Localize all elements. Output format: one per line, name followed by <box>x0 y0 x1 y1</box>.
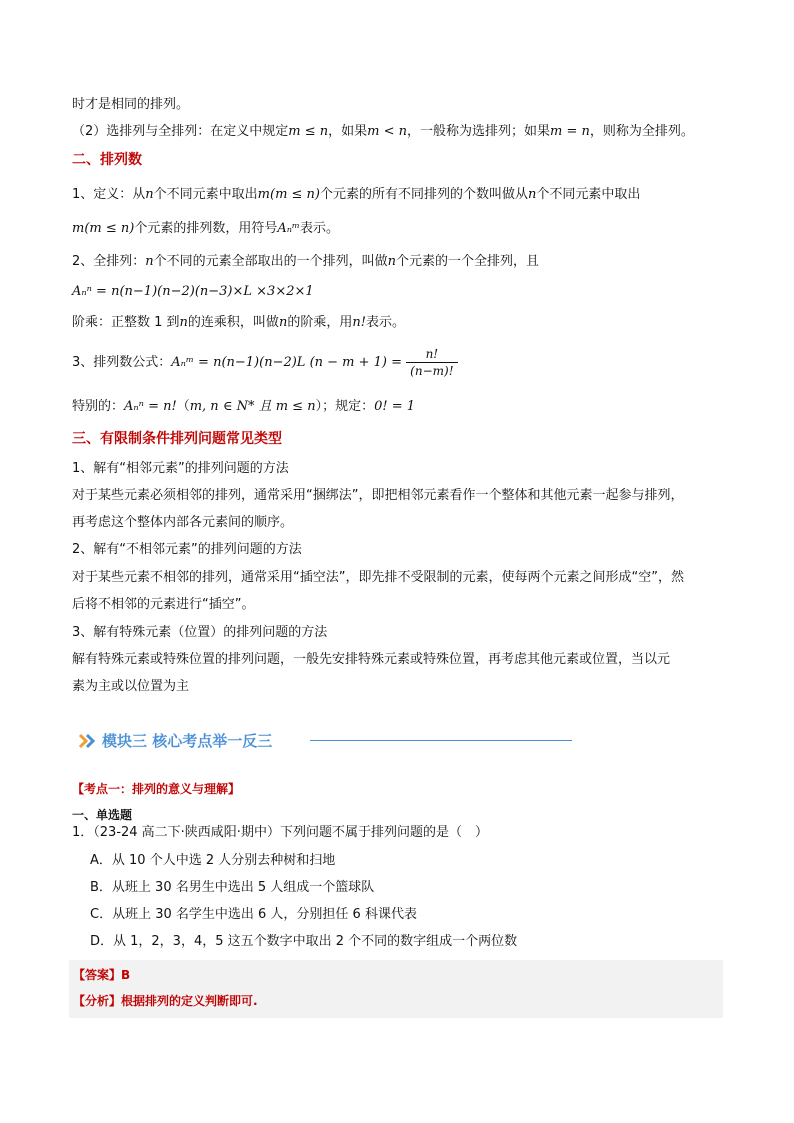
math-expression: m ≤ n <box>288 124 329 139</box>
text: 个不同元素中取出 <box>153 187 258 202</box>
double-chevron-icon <box>78 732 98 750</box>
text: 表示。 <box>299 221 339 236</box>
text-line <box>72 314 405 332</box>
text: 1、定义：从 <box>72 187 146 202</box>
text-line <box>72 123 694 141</box>
module-divider <box>310 740 572 741</box>
text: ）；规定： <box>315 399 375 414</box>
text: 个不同元素中取出 <box>536 187 641 202</box>
math-expression: m < n <box>367 124 408 139</box>
math-expression: n <box>179 315 188 330</box>
text-line: 3、解有特殊元素（位置）的排列问题的方法 <box>72 625 328 640</box>
math-expression: n <box>145 254 154 269</box>
option-c: C．从班上 30 名学生中选出 6 人，分别担任 6 科课代表 <box>90 907 417 922</box>
math-expression: m = n <box>550 124 590 139</box>
module-title: 模块三 核心考点举一反三 <box>102 732 273 750</box>
module-header <box>78 730 578 752</box>
text-line <box>72 186 640 204</box>
option-a: A．从 10 个人中选 2 人分别去种树和扫地 <box>90 853 336 868</box>
text-line: 解有特殊元素或特殊位置的排列问题，一般先安排特殊元素或特殊位置，再考虑其他元素或位置，当以元 <box>72 652 671 667</box>
section-heading: 二、排列数 <box>72 152 142 168</box>
text-line: 素为主或以位置为主 <box>72 679 190 694</box>
fraction <box>406 347 457 378</box>
text: 的阶乘，用 <box>287 315 353 330</box>
section-heading: 三、有限制条件排列问题常见类型 <box>72 431 282 447</box>
text: ，一般称为选排列；如果 <box>407 124 551 139</box>
text: （2）选排列与全排列：在定义中规定 <box>72 124 289 139</box>
math-expression: m(m ≤ n) <box>72 221 135 236</box>
text: 表示。 <box>365 315 405 330</box>
text-line: 再考虑这个整体内部各元素间的顺序。 <box>72 515 294 530</box>
text: ，如果 <box>328 124 368 139</box>
analysis-label: 【分析】 <box>73 994 122 1008</box>
answer-label: 【答案】 <box>73 968 122 982</box>
question-stem: 1．（23-24 高二下·陕西咸阳·期中）下列问题不属于排列问题的是（ ） <box>72 825 488 840</box>
analysis-text: 根据排列的定义判断即可. <box>121 994 258 1008</box>
math-expression: m, n ∈ N* 且 m ≤ n <box>189 399 316 414</box>
text: 2、全排列： <box>72 254 146 269</box>
text: 个元素的所有不同排列的个数叫做从 <box>320 187 529 202</box>
text: 个不同的元素全部取出的一个排列，叫做 <box>153 254 388 269</box>
formula: Aₙᵐ = n(n−1)(n−2)L (n − m + 1) = <box>171 355 403 370</box>
text: ，则称为全排列。 <box>589 124 694 139</box>
text: （ <box>176 399 190 414</box>
answer-value: B <box>121 968 131 982</box>
text-line <box>72 220 339 238</box>
formula: Aₙⁿ = n! <box>124 399 177 414</box>
math-expression: m(m ≤ n) <box>257 187 320 202</box>
option-d: D．从 1，2，3，4，5 这五个数字中取出 2 个不同的数字组成一个两位数 <box>90 934 518 949</box>
text-line <box>72 96 189 114</box>
text-line <box>72 253 539 271</box>
text: 时才是相同的排列。 <box>72 97 190 112</box>
text-line <box>72 398 415 416</box>
text-line: 对于某些元素必须相邻的排列，通常采用“捆绑法”，即把相邻元素看作一个整体和其他元素一起参与排列， <box>72 488 684 503</box>
text: 阶乘：正整数 1 到 <box>72 315 180 330</box>
math-expression: n <box>528 187 537 202</box>
math-expression: n! <box>352 315 366 330</box>
question-section: 一、单选题 <box>72 808 133 822</box>
text: 3、排列数公式： <box>72 355 172 370</box>
math-expression: n <box>278 315 288 330</box>
formula: Aₙⁿ = n(n−1)(n−2)(n−3)×L ×3×2×1 <box>72 284 314 299</box>
analysis-row <box>69 988 723 1018</box>
math-expression: n <box>145 187 154 202</box>
math-expression: n <box>387 254 397 269</box>
text: 特别的： <box>72 399 125 414</box>
text-line: 后将不相邻的元素进行“插空”。 <box>72 597 255 612</box>
option-b: B．从班上 30 名男生中选出 5 人组成一个篮球队 <box>90 880 375 895</box>
math-symbol: Aₙᵐ <box>277 221 300 236</box>
fraction-denominator: (n−m)! <box>410 364 454 378</box>
fraction-numerator: n! <box>406 347 457 363</box>
text-line: 对于某些元素不相邻的排列，通常采用“插空法”，即先排不受限制的元素，使每两个元素之间形成“空”，然 <box>72 570 684 585</box>
text: 个元素的排列数，用符号 <box>134 221 278 236</box>
text-line: 2、解有“不相邻元素”的排列问题的方法 <box>72 542 302 557</box>
text-line: 1、解有“相邻元素”的排列问题的方法 <box>72 461 289 476</box>
text: 个元素的一个全排列，且 <box>396 254 540 269</box>
topic-label: 【考点一：排列的意义与理解】 <box>72 782 241 796</box>
math-expression: 0! = 1 <box>374 399 416 414</box>
text: 的连乘积，叫做 <box>187 315 279 330</box>
text-line <box>72 345 458 381</box>
